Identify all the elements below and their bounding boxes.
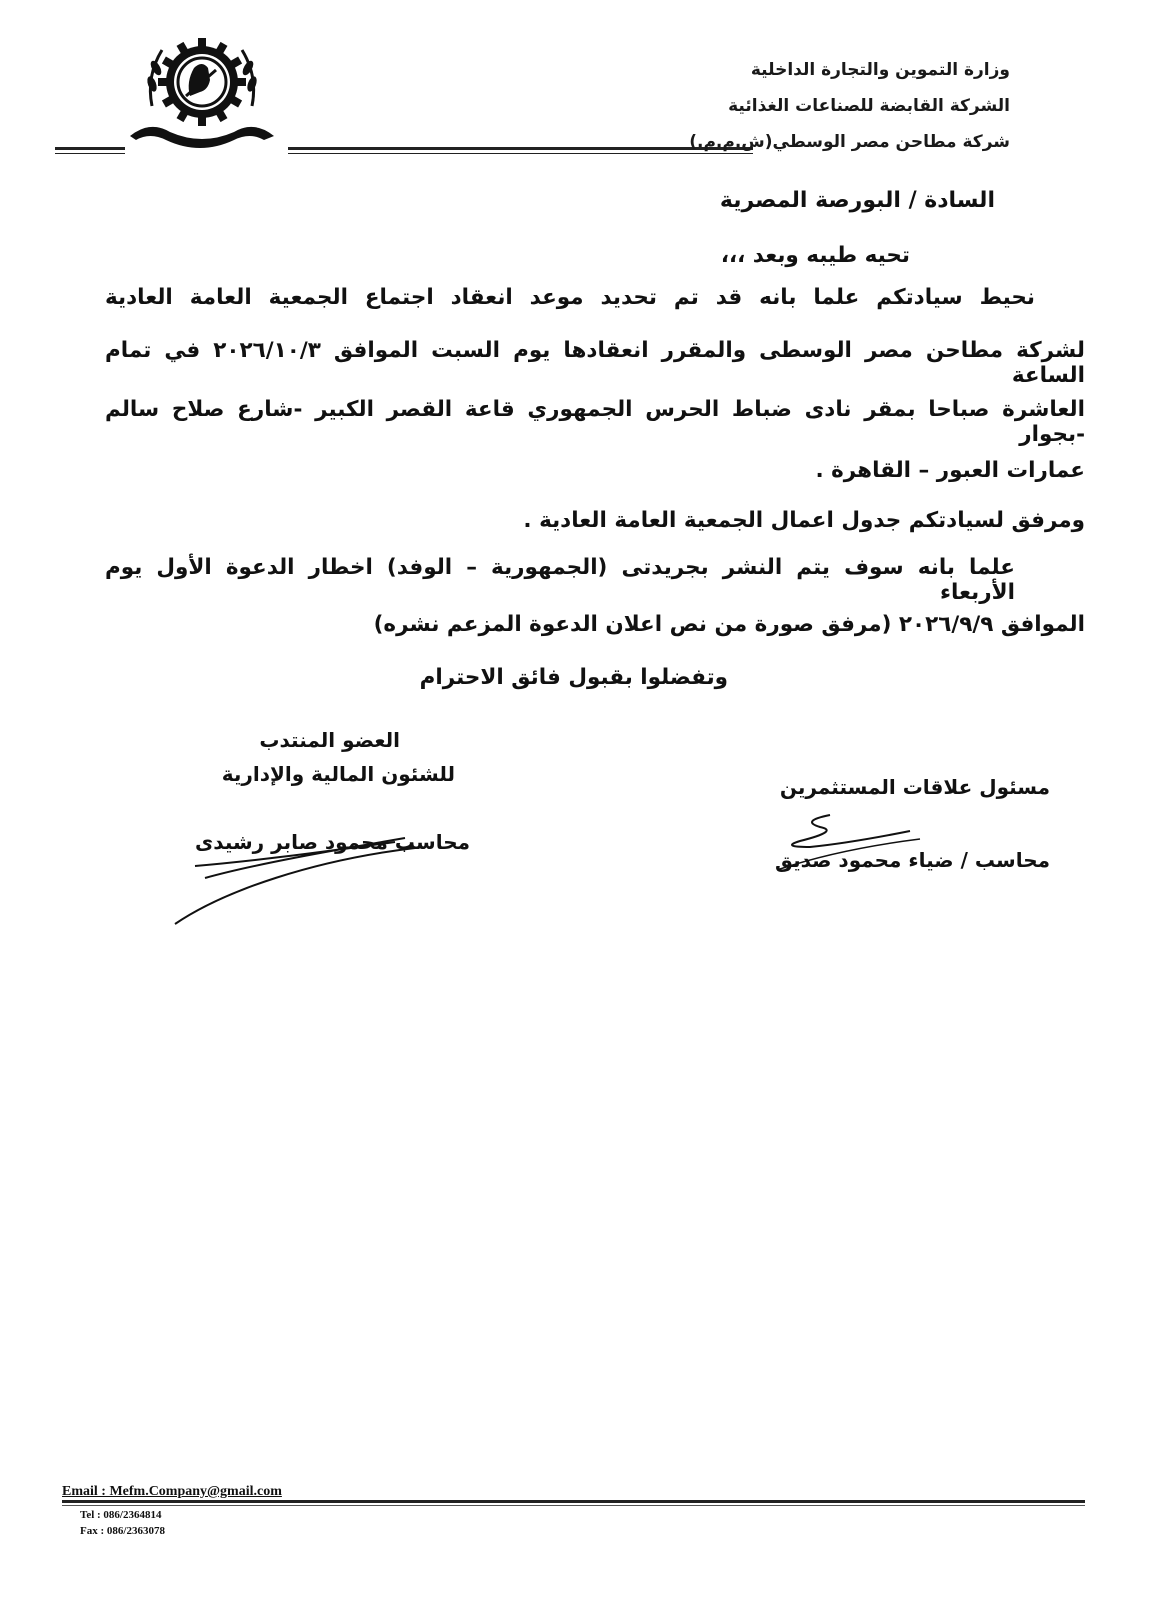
footer-fax: Fax : 086/2363078 (80, 1525, 165, 1537)
attachment-line: ومرفق لسيادتكم جدول اعمال الجمعية العامة العادية . (523, 508, 1085, 533)
signatory-name: محاسب / ضياء محمود صديق (775, 848, 1050, 872)
footer-email: Email : Mefm.Company@gmail.com (62, 1484, 282, 1499)
paragraph-line: علما بانه سوف يتم النشر بجريدتى (الجمهورية – الوفد) اخطار الدعوة الأول يوم الأربعاء (105, 555, 1015, 605)
paragraph-line: نحيط سيادتكم علما بانه قد تم تحديد موعد انعقاد اجتماع الجمعية العامة العادية (105, 285, 1035, 310)
footer-telephone: Tel : 086/2364814 (80, 1509, 162, 1521)
paragraph-line: لشركة مطاحن مصر الوسطى والمقرر انعقادها يوم السبت الموافق ٢٠٢٦/١٠/٣ في تمام الساعة (105, 338, 1086, 388)
header-rule-right (288, 147, 753, 150)
signatory-title: العضو المنتدب (259, 728, 400, 752)
handwritten-signature-left (165, 820, 425, 930)
paragraph-line: عمارات العبور – القاهرة . (815, 458, 1085, 483)
greeting-line: تحيه طيبه وبعد ،،، (720, 243, 910, 268)
header-rule-left-thin (55, 153, 125, 154)
signatory-department: للشئون المالية والإدارية (221, 762, 455, 786)
recipient-line: السادة / البورصة المصرية (719, 188, 995, 213)
header-rule-right-thin (288, 153, 753, 154)
header-rule-left (55, 147, 125, 150)
paragraph-line: الموافق ٢٠٢٦/٩/٩ (مرفق صورة من نص اعلان الدعوة المزعم نشره) (373, 612, 1085, 637)
handwritten-signature-right (770, 805, 950, 875)
paragraph-line: العاشرة صباحا بمقر نادى ضباط الحرس الجمهوري قاعة القصر الكبير -شارع صلاح سالم -بجوار (105, 397, 1085, 447)
signatory-name: محاسب محمود صابر رشيدى (194, 830, 470, 854)
ministry-name: وزارة التموين والتجارة الداخلية (750, 60, 1010, 80)
footer-rule-thin (62, 1505, 1085, 1506)
footer-rule (62, 1500, 1085, 1503)
closing-line: وتفضلوا بقبول فائق الاحترام (419, 665, 728, 690)
signatory-title: مسئول علاقات المستثمرين (779, 775, 1050, 799)
holding-company-name: الشركة القابضة للصناعات الغذائية (728, 96, 1010, 116)
company-emblem-logo (122, 28, 282, 158)
company-name: شركة مطاحن مصر الوسطي(ش.م.م.) (689, 132, 1010, 152)
